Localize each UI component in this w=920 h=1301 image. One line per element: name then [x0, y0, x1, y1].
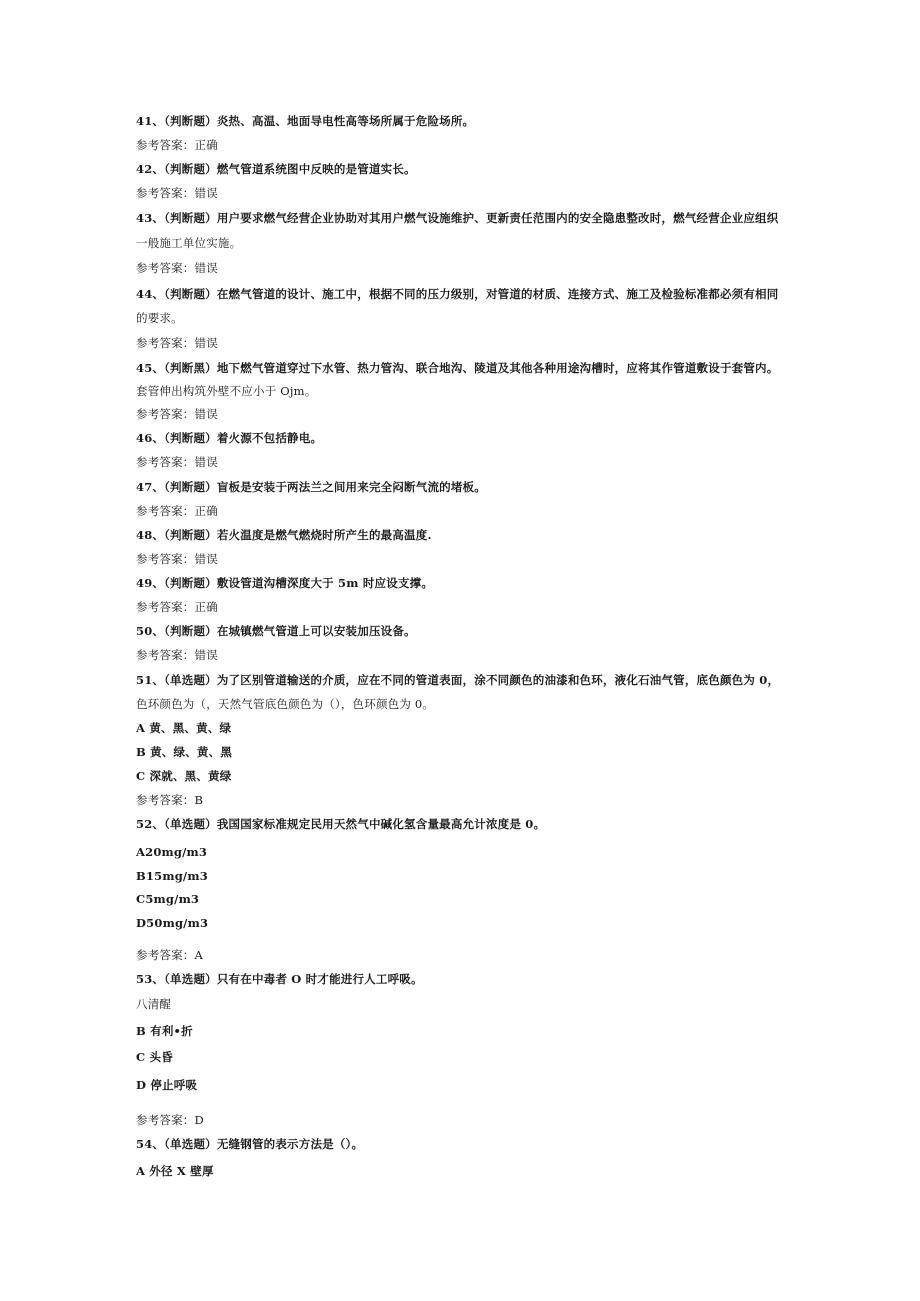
question-46: 46、（判断题）着火源不包括静电。: [136, 431, 323, 445]
question-45-cont: 套管伸出构筑外壁不应小于 Ojm。: [136, 384, 317, 398]
question-52: 52、（单选题）我国国家标准规定民用天然气中碱化氢含量最高允计浓度是 0。: [136, 817, 546, 831]
option-51-a: A 黄、黑、黄、绿: [136, 721, 232, 735]
question-48: 48、（判断题）若火温度是燃气燃烧时所产生的最高温度.: [136, 528, 432, 542]
answer-41: 参考答案：正确: [136, 138, 218, 152]
question-54: 54、（单选题）无缝钢管的表示方法是（）。: [136, 1137, 364, 1151]
question-50: 50、（判断题）在城镇燃气管道上可以安装加压设备。: [136, 624, 416, 638]
answer-51: 参考答案：B: [136, 793, 204, 807]
question-49: 49、（判断题）敷设管道沟槽深度大于 5m 时应设支撑。: [136, 576, 434, 590]
question-41: 41、（判断题）炎热、高温、地面导电性高等场所属于危险场所。: [136, 114, 475, 128]
answer-46: 参考答案：错误: [136, 455, 218, 469]
option-53-d: D 停止呼吸: [136, 1078, 198, 1092]
answer-43: 参考答案：错误: [136, 261, 218, 275]
question-45: 45、（判断黑）地下燃气管道穿过下水管、热力管沟、联合地沟、陵道及其他各种用途沟槽时，应将其作管道敷设于套管内。: [136, 361, 779, 375]
option-53-c: C 头昏: [136, 1050, 173, 1064]
question-43-cont: 一般施工单位实施。: [136, 236, 242, 250]
option-52-a: A20mg/m3: [136, 845, 208, 859]
question-51-cont: 色环颜色为（，天然气管底色颜色为（），色环颜色为 0。: [136, 697, 435, 711]
question-53: 53、（单选题）只有在中毒者 O 时才能进行人工呼吸。: [136, 972, 423, 986]
answer-48: 参考答案：错误: [136, 552, 218, 566]
option-54-a: A 外径 X 壁厚: [136, 1164, 214, 1178]
question-51: 51、（单选题）为了区别管道输送的介质，应在不同的管道表面，涂不同颜色的油漆和色环，液化石油气管，底色颜色为 0，: [136, 673, 780, 687]
option-51-c: C 深就、黑、黄绿: [136, 769, 232, 783]
answer-50: 参考答案：错误: [136, 648, 218, 662]
option-52-c: C5mg/m3: [136, 892, 200, 906]
answer-44: 参考答案：错误: [136, 336, 218, 350]
question-43: 43、（判断题）用户要求燃气经营企业协助对其用户燃气设施维护、更新责任范围内的安全隐患整改时，燃气经营企业应组织: [136, 211, 779, 225]
answer-45: 参考答案：错误: [136, 407, 218, 421]
option-53-b: B 有利•折: [136, 1024, 193, 1038]
option-52-d: D50mg/m3: [136, 916, 209, 930]
question-47: 47、（判断题）盲板是安装于两法兰之间用来完全闷断气流的堵板。: [136, 480, 486, 494]
question-44-cont: 的要求。: [136, 311, 183, 325]
option-51-b: B 黄、绿、黄、黑: [136, 745, 233, 759]
option-53-a: 八清醒: [136, 997, 172, 1011]
answer-47: 参考答案：正确: [136, 504, 218, 518]
answer-53: 参考答案：D: [136, 1113, 204, 1127]
answer-49: 参考答案：正确: [136, 600, 218, 614]
question-44: 44、（判断题）在燃气管道的设计、施工中，根据不同的压力级别，对管道的材质、连接方式、施工及检验标准都必须有相同: [136, 287, 779, 301]
answer-42: 参考答案：错误: [136, 186, 218, 200]
answer-52: 参考答案：A: [136, 948, 204, 962]
question-42: 42、（判断题）燃气管道系统图中反映的是管道实长。: [136, 162, 416, 176]
option-52-b: B15mg/m3: [136, 869, 208, 883]
